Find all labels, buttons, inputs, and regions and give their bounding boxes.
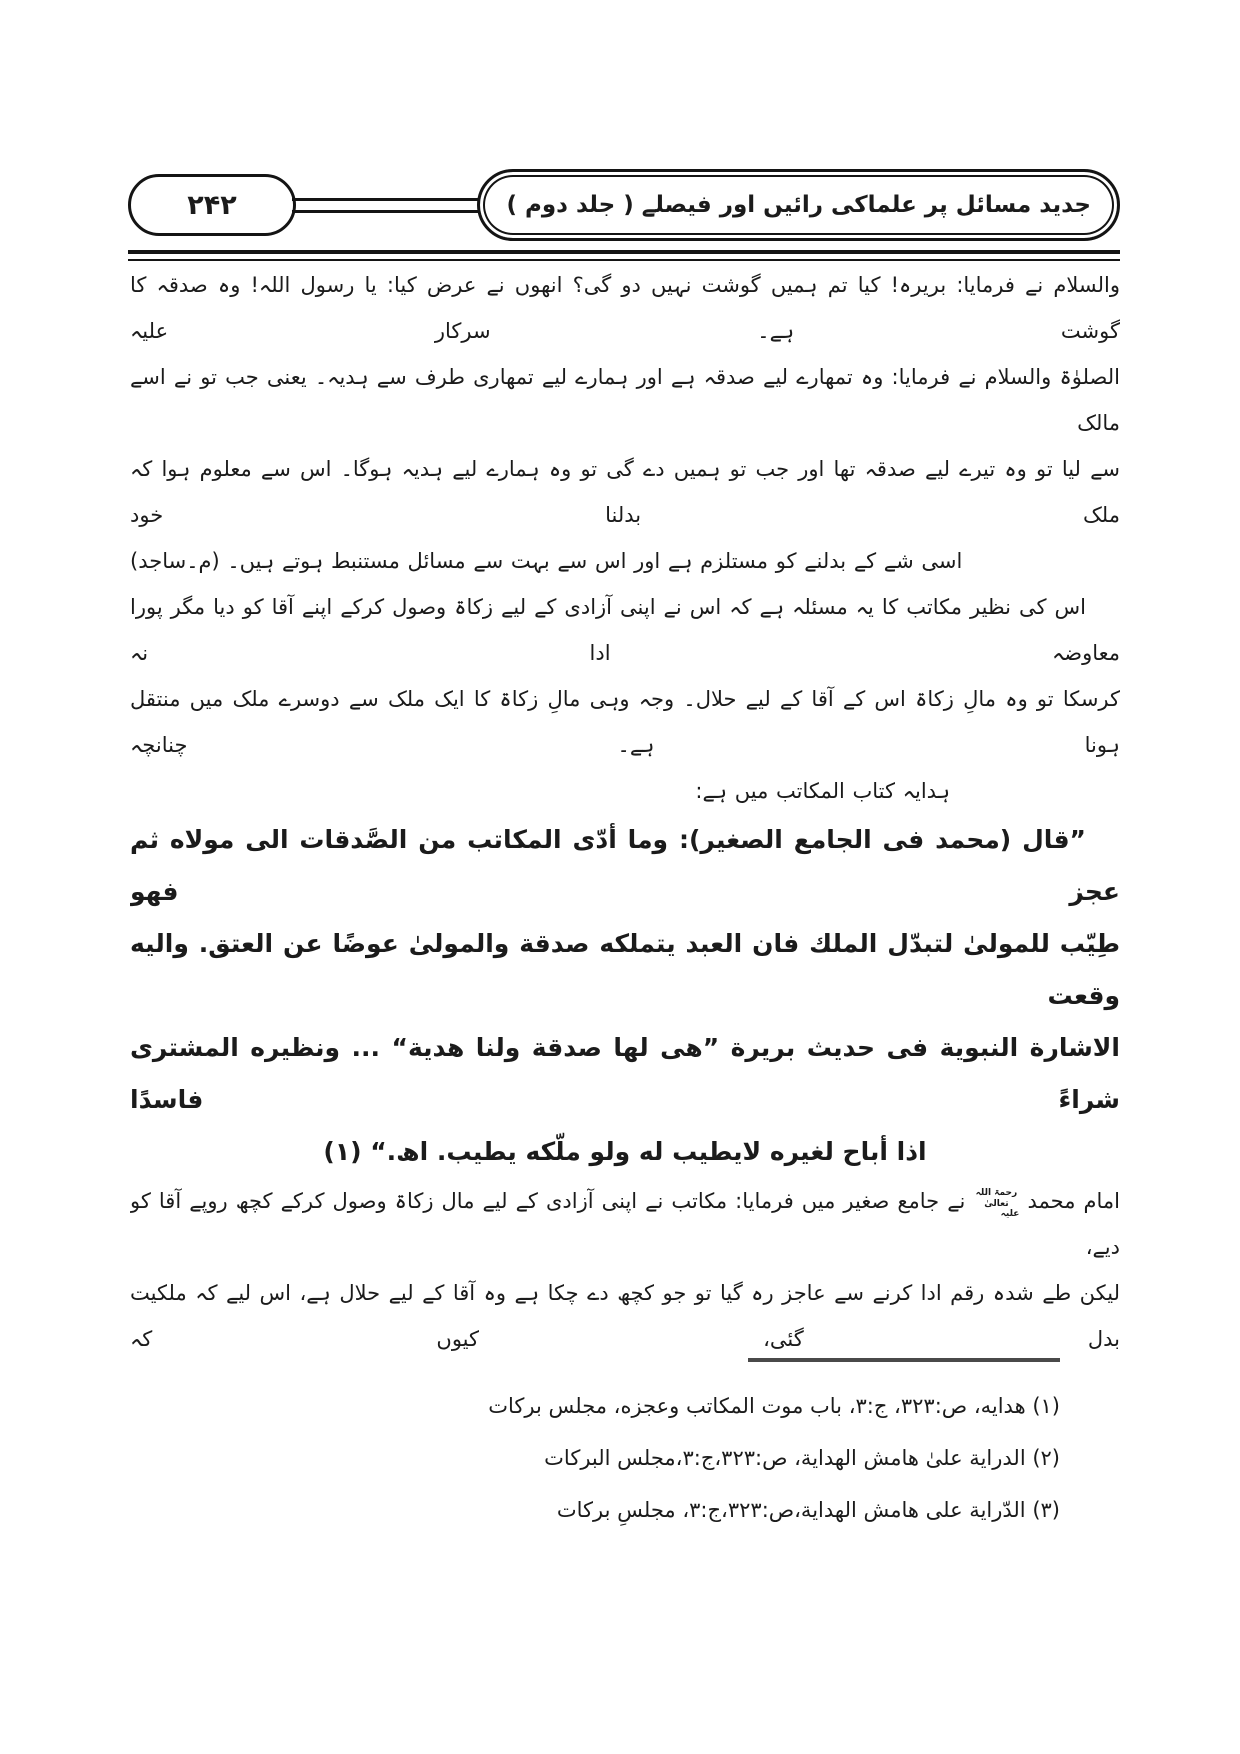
page-number: ۲۴۲ (187, 189, 237, 221)
arabic-line: اذا أباح لغیره لایطیب له ولو ملّکه یطیب. اھ.“ (۱) (323, 1137, 927, 1166)
text-line (130, 1178, 1120, 1270)
paragraph-imam-muhammad (130, 1178, 1120, 1357)
footnotes-section (130, 1358, 1060, 1536)
arabic-line: ”قال (محمد فی الجامع الصغیر): وما أدّی المکاتب من الصَّدقات الی مولاه ثم عجز فهو (130, 825, 1120, 906)
paragraph-mukatab-nazir (130, 584, 1120, 814)
header-band (128, 168, 1120, 242)
book-title: جدید مسائل پر علماکی رائیں اور فیصلے ( جلد دوم ) (506, 192, 1091, 218)
text-line: الصلوٰۃ والسلام نے فرمایا: وہ تمھارے لیے صدقہ ہے اور ہمارے لیے تمھاری طرف سے ہدیہ۔ یعنی جب تو نے اسے مالک (130, 365, 1120, 435)
text-segment: نے جامع صغیر میں فرمایا: مکاتب نے اپنی آزادی کے لیے مال زکاۃ وصول کرکے کچھ روپے آقا کو دیے، (130, 1189, 1120, 1259)
text-line: اس کی نظیر مکاتب کا یہ مسئلہ ہے کہ اس نے اپنی آزادی کے لیے زکاۃ وصول کرکے اپنے آقا کو دیا مگر پورا معاوضہ ادا نہ (130, 595, 1120, 665)
header-double-rule (128, 250, 1120, 261)
footnote-1: (۱) هدایه، ص:۳۲۳، ج:۳، باب موت المکاتب وعجزه، مجلس برکات (488, 1394, 1060, 1418)
arabic-quote-hidaya (130, 814, 1120, 1178)
text-segment: امام محمد (1027, 1189, 1120, 1213)
paragraph-hadith-barira (130, 262, 1120, 584)
text-line: کرسکا تو وہ مالِ زکاۃ اس کے آقا کے لیے حلال۔ وجہ وہی مالِ زکاۃ کا ایک ملک سے دوسرے ملک میں منتقل ہونا ہے۔ چنانچہ (130, 687, 1120, 757)
text-line: لیکن طے شدہ رقم ادا کرنے سے عاجز رہ گیا تو جو کچھ دے چکا ہے وہ آقا کے لیے حلال ہے، اس لیے کہ ملکیت بدل گئی، کیوں کہ (130, 1281, 1120, 1351)
page-number-capsule (128, 174, 296, 236)
text-line: اسی شے کے بدلنے کو مستلزم ہے اور اس سے بہت سے مسائل مستنبط ہوتے ہیں۔ (م۔ساجد) (130, 549, 963, 573)
footnote-separator-rule (748, 1358, 1060, 1362)
text-line: سے لیا تو وہ تیرے لیے صدقہ تھا اور جب تو ہمیں دے گی تو وہ ہمارے لیے ہدیہ ہوگا۔ اس سے معلوم ہوا کہ ملک بدلنا خود (130, 457, 1120, 527)
page-body (130, 262, 1120, 1357)
footnote-2: (۲) الدرایة علیٰ هامش الهدایة، ص:۳۲۳،ج:۳،مجلس البرکات (544, 1446, 1060, 1470)
honorific-rahmatullah: رحمۃ اللہ تعالیٰ علیہ (975, 1188, 1020, 1219)
header-connector-rule (292, 198, 481, 213)
text-line: ہدایہ کتاب المکاتب میں ہے: (695, 779, 950, 803)
book-title-capsule (477, 169, 1120, 241)
arabic-line: الاشارة النبویة فی حدیث بریرة ”هی لها صدقة ولنا هدیة“ ... ونظیره المشتری شراءً فاسدًا (130, 1033, 1120, 1114)
arabic-line: طِیّب للمولیٰ لتبدّل الملك فان العبد یتملکه صدقة والمولیٰ عوضًا عن العتق. والیه وقعت (130, 929, 1120, 1010)
text-line: والسلام نے فرمایا: بریرہ! کیا تم ہمیں گوشت نہیں دو گی؟ انھوں نے عرض کیا: یا رسول اللہ! وہ صدقہ کا گوشت ہے۔ سرکار علیہ (130, 273, 1120, 343)
footnote-3: (۳) الدّرایة علی هامش الهدایة،ص:۳۲۳،ج:۳، مجلسِ برکات (556, 1498, 1060, 1522)
